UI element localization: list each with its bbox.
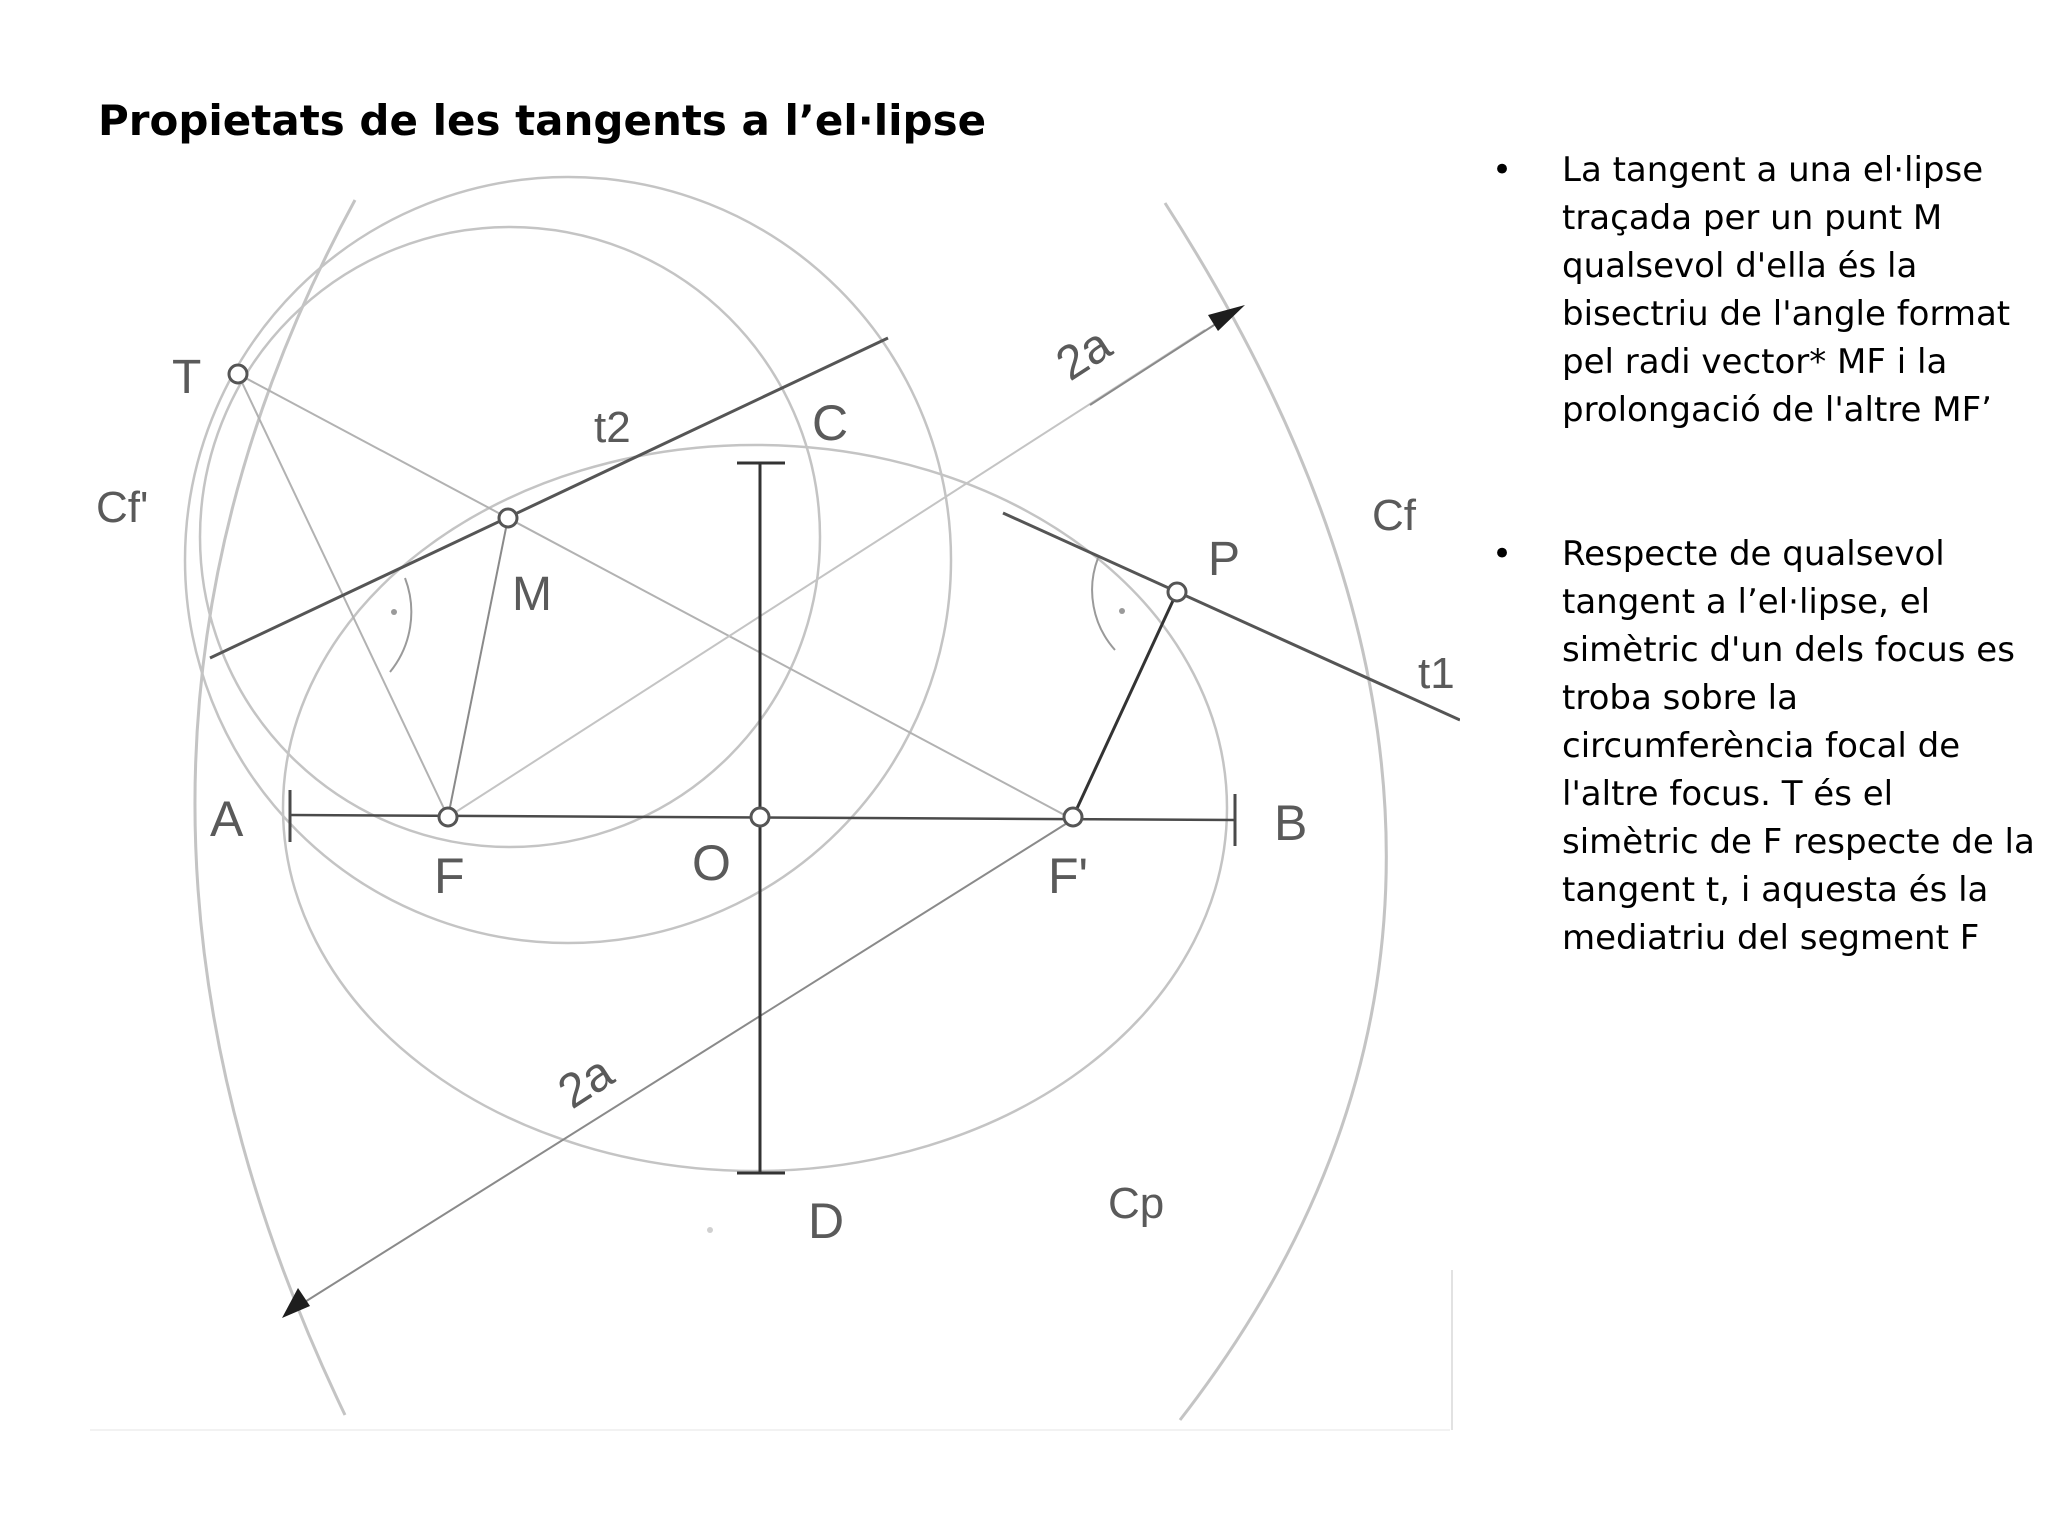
label-p: P: [1208, 533, 1241, 586]
label-cf: Cf: [1372, 491, 1416, 540]
point-m: [499, 509, 517, 527]
label-m: M: [512, 568, 552, 621]
angle-arc-m: [390, 578, 411, 672]
label-f-prime: F': [1048, 848, 1089, 904]
point-p: [1168, 583, 1186, 601]
point-f-prime: [1064, 808, 1082, 826]
point-t: [229, 365, 247, 383]
label-t1: t1: [1418, 649, 1455, 698]
angle-arc-p: [1092, 558, 1115, 650]
bullet-text: Respecte de qualsevol tangent a l’el·lipse, el simètric d'un dels focus es troba sobre la circumferència focal de l'altre focus. T és el simètric de F respecte de la tangent t, i aquesta és la mediatriu del segment F: [1562, 534, 2035, 958]
label-2a-top: 2a: [1047, 317, 1121, 392]
bullet-text: La tangent a una el·lipse traçada per un punt M qualsevol d'ella és la bisectriu de l'angle format pel radi vector* MF i la prolongació de l'altre MF’: [1562, 150, 2011, 430]
label-o: O: [692, 835, 731, 891]
label-d: D: [808, 1193, 845, 1249]
circle-m: [200, 227, 820, 847]
label-c: C: [812, 395, 849, 451]
label-f: F: [434, 848, 465, 904]
label-cf-prime: Cf': [96, 483, 149, 532]
bullet-marker: •: [1492, 150, 1513, 190]
label-t: T: [172, 351, 202, 404]
bullet-marker: •: [1492, 534, 1513, 574]
label-t2: t2: [594, 403, 631, 452]
bullet-item: [1480, 146, 2040, 434]
angle-dot-p: [1119, 608, 1125, 614]
point-o: [751, 808, 769, 826]
stray-dot: [707, 1227, 713, 1233]
circle-cp: [185, 177, 951, 943]
label-a: A: [210, 791, 244, 847]
arrowhead-2a-bottom: [282, 1288, 310, 1318]
angle-dot-m: [391, 609, 397, 615]
vector-2a-bottom: [300, 820, 1072, 1305]
point-f: [439, 808, 457, 826]
slide-title: Propietats de les tangents a l’el·lipse: [98, 96, 987, 145]
label-b: B: [1274, 795, 1308, 851]
bullet-item: [1480, 530, 2040, 962]
line-t-fprime: [238, 374, 1072, 819]
label-cp: Cp: [1108, 1179, 1165, 1228]
line-p-fprime: [1073, 592, 1177, 817]
label-2a-bottom: 2a: [549, 1045, 623, 1120]
line-m-f: [448, 518, 508, 817]
bullet-list: [1480, 146, 2040, 962]
